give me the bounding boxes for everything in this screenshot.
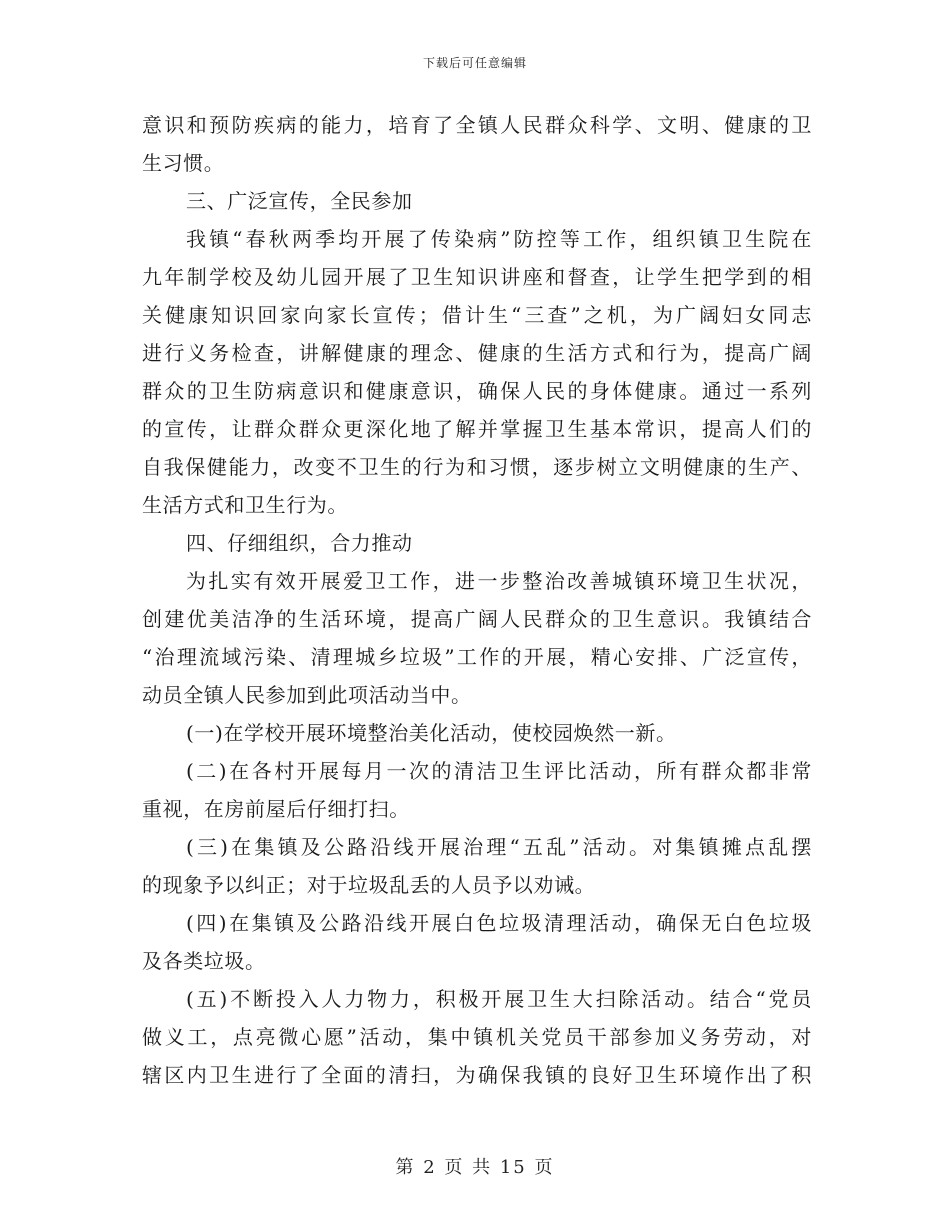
paragraph-line: 的宣传，让群众群众更深化地了解并掌握卫生基本常识，提高人们的	[142, 417, 812, 441]
list-item: (四)在集镇及公路沿线开展白色垃圾清理活动，确保无白色垃圾	[186, 911, 812, 935]
paragraph-line: 及各类垃圾。	[142, 949, 266, 973]
section-heading: 四、仔细组织，合力推动	[186, 531, 413, 555]
paragraph-line: 生习惯。	[142, 151, 225, 175]
paragraph-line: 为扎实有效开展爱卫工作，进一步整治改善城镇环境卫生状况，	[186, 569, 812, 593]
document-body	[142, 106, 812, 1094]
paragraph-line: 关健康知识回家向家长宣传；借计生“三查”之机，为广阔妇女同志	[142, 303, 812, 327]
paragraph-line: 生活方式和卫生行为。	[142, 493, 348, 517]
paragraph-line: 创建优美洁净的生活环境，提高广阔人民群众的卫生意识。我镇结合	[142, 607, 812, 631]
paragraph-line: 进行义务检查，讲解健康的理念、健康的生活方式和行为，提高广阔	[142, 341, 812, 365]
list-item: (一)在学校开展环境整治美化活动，使校园焕然一新。	[186, 721, 677, 745]
paragraph-line: 辖区内卫生进行了全面的清扫，为确保我镇的良好卫生环境作出了积	[142, 1063, 812, 1087]
paragraph-line: 意识和预防疾病的能力，培育了全镇人民群众科学、文明、健康的卫	[142, 113, 812, 137]
paragraph-line: 群众的卫生防病意识和健康意识，确保人民的身体健康。通过一系列	[142, 379, 812, 403]
paragraph-line: 九年制学校及幼儿园开展了卫生知识讲座和督查，让学生把学到的相	[142, 265, 812, 289]
list-item: (三)在集镇及公路沿线开展治理“五乱”活动。对集镇摊点乱摆	[186, 835, 812, 859]
paragraph-line: 我镇“春秋两季均开展了传染病”防控等工作，组织镇卫生院在	[186, 227, 812, 251]
paragraph-line: 动员全镇人民参加到此项活动当中。	[142, 683, 472, 707]
paragraph-line: 自我保健能力，改变不卫生的行为和习惯，逐步树立文明健康的生产、	[142, 455, 812, 479]
paragraph-line: “治理流域污染、清理城乡垃圾”工作的开展，精心安排、广泛宣传，	[142, 645, 812, 669]
section-heading: 三、广泛宣传，全民参加	[186, 189, 413, 213]
list-item: (二)在各村开展每月一次的清洁卫生评比活动，所有群众都非常	[186, 759, 812, 783]
paragraph-line: 做义工，点亮微心愿”活动，集中镇机关党员干部参加义务劳动，对	[142, 1025, 812, 1049]
list-item: (五)不断投入人力物力，积极开展卫生大扫除活动。结合“党员	[186, 987, 812, 1011]
page-footer: 第 2 页 共 15 页	[395, 1157, 555, 1178]
paragraph-line: 的现象予以纠正；对于垃圾乱丢的人员予以劝诫。	[142, 873, 596, 897]
paragraph-line: 重视，在房前屋后仔细打扫。	[142, 797, 410, 821]
page-header: 下载后可任意编辑	[422, 56, 527, 70]
